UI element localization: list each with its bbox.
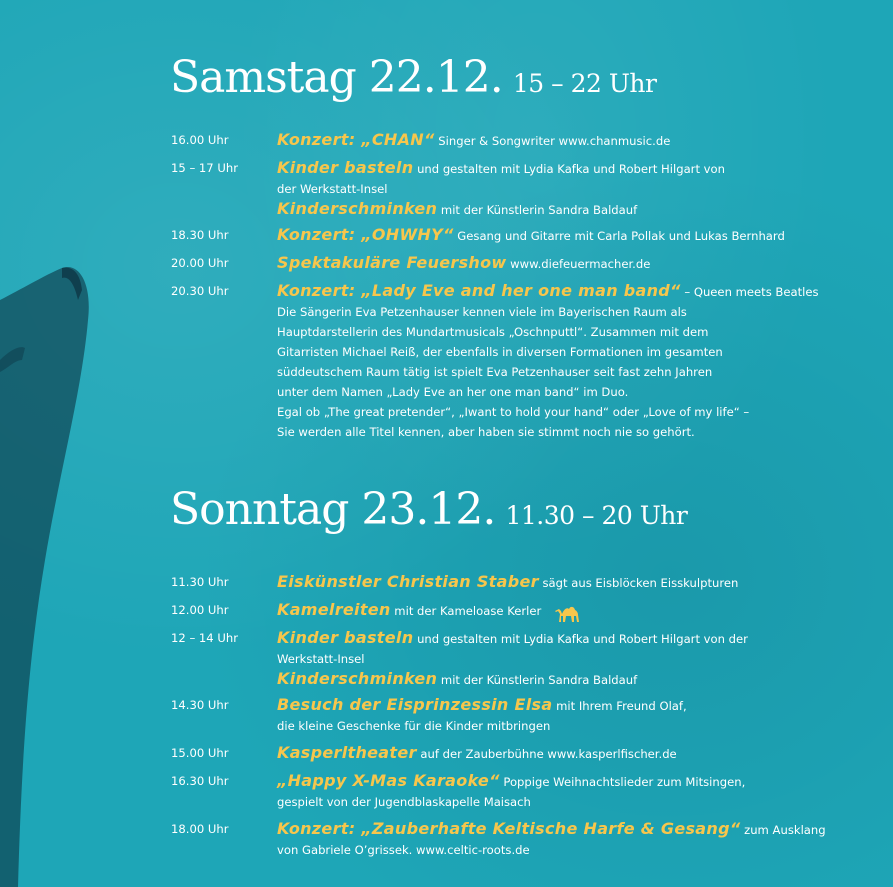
event-title: Konzert: „Lady Eve and her one man band“ [277, 281, 681, 300]
event-text-line: der Werkstatt-Insel [277, 182, 388, 196]
event-title: Kinderschminken [277, 669, 438, 688]
event-time: 15 – 17 Uhr [171, 161, 238, 175]
event-time: 15.00 Uhr [171, 746, 229, 760]
saturday-hours: 15 – 22 Uhr [512, 69, 657, 98]
event-title: Konzert: „OHWHY“ [277, 225, 454, 244]
event-text: Gesang und Gitarre mit Carla Pollak und Lukas Bernhard [453, 229, 785, 243]
event-text-line: Werkstatt-Insel [277, 652, 365, 666]
event-title: Besuch der Eisprinzessin Elsa [277, 695, 553, 714]
event-text: Poppige Weihnachtslieder zum Mitsingen, [499, 775, 746, 789]
event-text: sägt aus Eisblöcken Eisskulpturen [538, 576, 739, 590]
event-text: Singer & Songwriter www.chanmusic.de [434, 134, 671, 148]
sunday-day: Sonntag 23.12. [170, 484, 496, 535]
event-text-line: Gitarristen Michael Reiß, der ebenfalls in diversen Formationen im gesamten [277, 345, 723, 359]
sunday-hours: 11.30 – 20 Uhr [505, 501, 688, 530]
event-text-line: Egal ob „The great pretender“, „Iwant to hold your hand“ oder „Love of my life“ – [277, 405, 750, 419]
saturday-heading [170, 52, 656, 103]
event-title: Kinder basteln [277, 628, 414, 647]
camel-icon [553, 601, 587, 623]
event-title: Kamelreiten [277, 600, 391, 619]
event-time: 12.00 Uhr [171, 603, 229, 617]
event-time: 16.00 Uhr [171, 133, 229, 147]
sunday-heading [170, 484, 687, 535]
event-time: 14.30 Uhr [171, 698, 229, 712]
event-title: Eiskünstler Christian Staber [277, 572, 539, 591]
event-text: mit Ihrem Freund Olaf, [552, 699, 687, 713]
event-text-line: Sie werden alle Titel kennen, aber haben sie stimmt noch nie so gehört. [277, 425, 695, 439]
event-text: auf der Zauberbühne www.kasperlfischer.de [416, 747, 677, 761]
event-text-line: unter dem Namen „Lady Eve an her one man band“ im Duo. [277, 385, 629, 399]
event-title: „Happy X-Mas Karaoke“ [277, 771, 500, 790]
event-time: 18.30 Uhr [171, 228, 229, 242]
event-title: Kinderschminken [277, 199, 438, 218]
event-text: und gestalten mit Lydia Kafka und Robert Hilgart von [413, 162, 725, 176]
event-text: zum Ausklang [740, 823, 826, 837]
saturday-day: Samstag 22.12. [170, 52, 503, 103]
event-text: und gestalten mit Lydia Kafka und Robert Hilgart von der [413, 632, 748, 646]
event-title: Konzert: „CHAN“ [277, 130, 435, 149]
event-title: Spektakuläre Feuershow [277, 253, 507, 272]
event-time: 18.00 Uhr [171, 822, 229, 836]
event-time: 12 – 14 Uhr [171, 631, 238, 645]
event-text: www.diefeuermacher.de [506, 257, 651, 271]
event-text-line: die kleine Geschenke für die Kinder mitbringen [277, 719, 551, 733]
event-text-line: Hauptdarstellerin des Mundartmusicals „Oschnputtl“. Zusammen mit dem [277, 325, 709, 339]
event-text-line: von Gabriele O’grissek. www.celtic-roots.de [277, 843, 530, 857]
event-time: 20.30 Uhr [171, 284, 229, 298]
event-text-line: gespielt von der Jugendblaskapelle Maisach [277, 795, 531, 809]
event-text: mit der Kameloase Kerler [390, 604, 542, 618]
event-text: mit der Künstlerin Sandra Baldauf [437, 203, 638, 217]
event-text: mit der Künstlerin Sandra Baldauf [437, 673, 638, 687]
event-title: Kinder basteln [277, 158, 414, 177]
event-time: 11.30 Uhr [171, 575, 229, 589]
event-time: 20.00 Uhr [171, 256, 229, 270]
event-title: Konzert: „Zauberhafte Keltische Harfe & Gesang“ [277, 819, 741, 838]
event-text: – Queen meets Beatles [680, 285, 819, 299]
event-text-line: Die Sängerin Eva Petzenhauser kennen viele im Bayerischen Raum als [277, 305, 687, 319]
event-time: 16.30 Uhr [171, 774, 229, 788]
event-text-line: süddeutschem Raum tätig ist spielt Eva Petzenhauser seit fast zehn Jahren [277, 365, 713, 379]
event-title: Kasperltheater [277, 743, 417, 762]
